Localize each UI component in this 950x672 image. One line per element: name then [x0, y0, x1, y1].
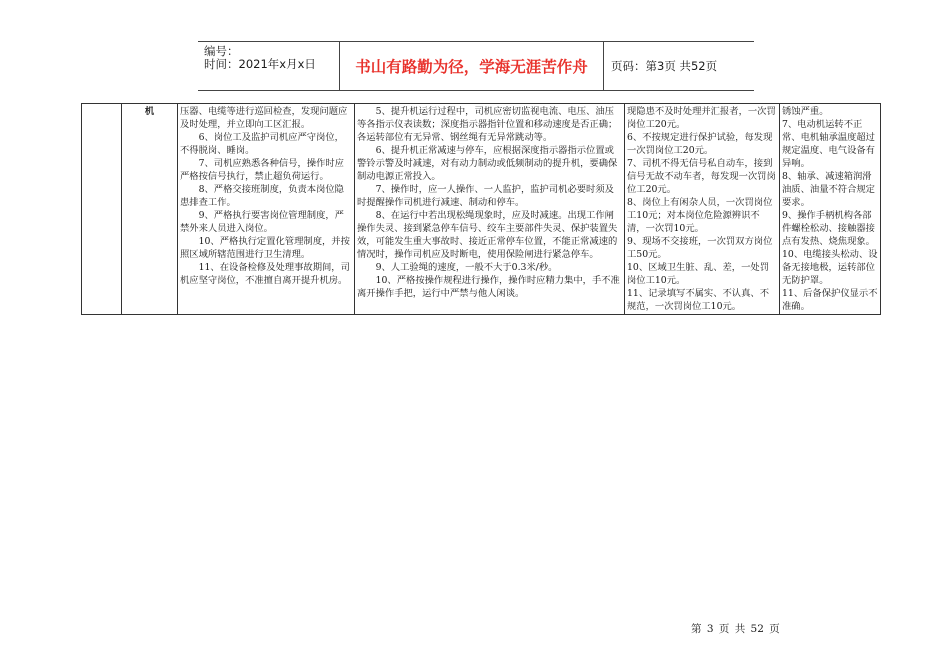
table-row — [82, 104, 881, 315]
penalty-item: 9、现场不交接班，一次罚双方岗位工50元。 — [627, 236, 773, 260]
penalty-item: 11、记录填写不属实、不认真、不规范，一次罚岗位工10元。 — [627, 288, 769, 312]
duty-item: 6、岗位工及监护司机应严守岗位，不得脱岗、睡岗。 — [180, 132, 344, 156]
rule-item: 6、提升机正常减速与停车，应根据深度指示器指示位置或警铃示警及时减速，对有动力制动或低频制动的提升机，要确保制动电源正常投入。 — [357, 145, 618, 182]
penalties-cell — [625, 104, 780, 315]
document-number-label: 编号： — [204, 44, 239, 58]
page-header — [198, 41, 754, 91]
duty-item: 8、严格交接班制度，负责本岗位隐患排查工作。 — [180, 184, 344, 208]
header-motto: 书山有路勤为径，学海无涯苦作舟 — [339, 42, 604, 90]
regulation-table — [81, 103, 881, 315]
duty-item: 压器、电缆等进行巡回检查，发现问题应及时处理，并立即向工区汇报。 — [180, 106, 348, 130]
duty-item: 10、严格执行定置化管理制度，并按照区域所辖范围进行卫生清理。 — [180, 236, 350, 260]
hazard-item: 锈蚀严重。 — [782, 106, 829, 117]
document-date: 时间：2021年x月x日 — [204, 57, 316, 71]
duty-item: 11、在设备检修及处理事故期间，司机应坚守岗位，不准擅自离开提升机房。 — [180, 262, 350, 286]
row-label-cell — [122, 104, 178, 315]
duty-item: 7、司机应熟悉各种信号，操作时应严格按信号执行，禁止超负荷运行。 — [180, 158, 344, 182]
hazards-cell — [780, 104, 881, 315]
penalty-item: 6、不按规定进行保护试验，每发现一次罚岗位工20元。 — [627, 132, 773, 156]
rule-item: 9、人工验绳的速度，一般不大于0.3米/秒。 — [375, 262, 558, 273]
penalty-item: 现隐患不及时处理并汇报者，一次罚岗位工20元。 — [627, 106, 776, 130]
hazard-item: 8、轴承、减速箱润滑油质、油量不符合规定要求。 — [782, 171, 875, 208]
header-page-indicator: 页码：第3页 共52页 — [611, 59, 718, 73]
page-footer: 第 3 页 共 52 页 — [691, 623, 780, 635]
header-meta — [198, 42, 338, 90]
rule-item: 8、在运行中若出现松绳现象时，应及时减速。出现工作闸操作失灵、接到紧急停车信号、绞车主要部件失灵、保护装置失效，可能发生重大事故时、接近正常停车位置，不能正常减速的情况时，操作司机应及时断电，使用保险闸进行紧急停车。 — [357, 210, 618, 260]
rule-item: 10、严格按操作规程进行操作，操作时应精力集中，手不准离开操作手把，运行中严禁与他人闲谈。 — [357, 275, 620, 299]
blank-cell — [82, 104, 122, 315]
hazard-item: 11、后备保护仪显示不准确。 — [782, 288, 878, 312]
duty-item: 9、严格执行要害岗位管理制度，严禁外来人员进入岗位。 — [180, 210, 344, 234]
row-label: 机 — [144, 106, 155, 117]
hazard-item: 10、电缆接头松动、设备无接地极，运转部位无防护罩。 — [782, 249, 878, 286]
duties-cell — [178, 104, 355, 315]
penalty-item: 8、岗位上有闲杂人员，一次罚岗位工10元；对本岗位危险源辨识不清，一次罚10元。 — [627, 197, 773, 234]
hazard-item: 7、电动机运转不正常、电机轴承温度超过规定温度、电气设备有异响。 — [782, 119, 875, 169]
penalty-item: 7、司机不得无信号私自动车，接到信号无故不动车者，每发现一次罚岗位工20元。 — [627, 158, 776, 195]
rule-item: 5、提升机运行过程中，司机应密切监视电流、电压、油压等各指示仪表读数；深度指示器指针位置和移动速度是否正确；各运转部位有无异常、钢丝绳有无异常跳动等。 — [357, 106, 618, 143]
operation-rules-cell — [355, 104, 625, 315]
penalty-item: 10、区域卫生脏、乱、差，一处罚岗位工10元。 — [627, 262, 769, 286]
hazard-item: 9、操作手柄机构各部件螺栓松动、接触器接点有发热、烧焦现象。 — [782, 210, 875, 247]
rule-item: 7、操作时，应一人操作、一人监护，监护司机必要时须及时提醒操作司机进行减速、制动和停车。 — [357, 184, 614, 208]
